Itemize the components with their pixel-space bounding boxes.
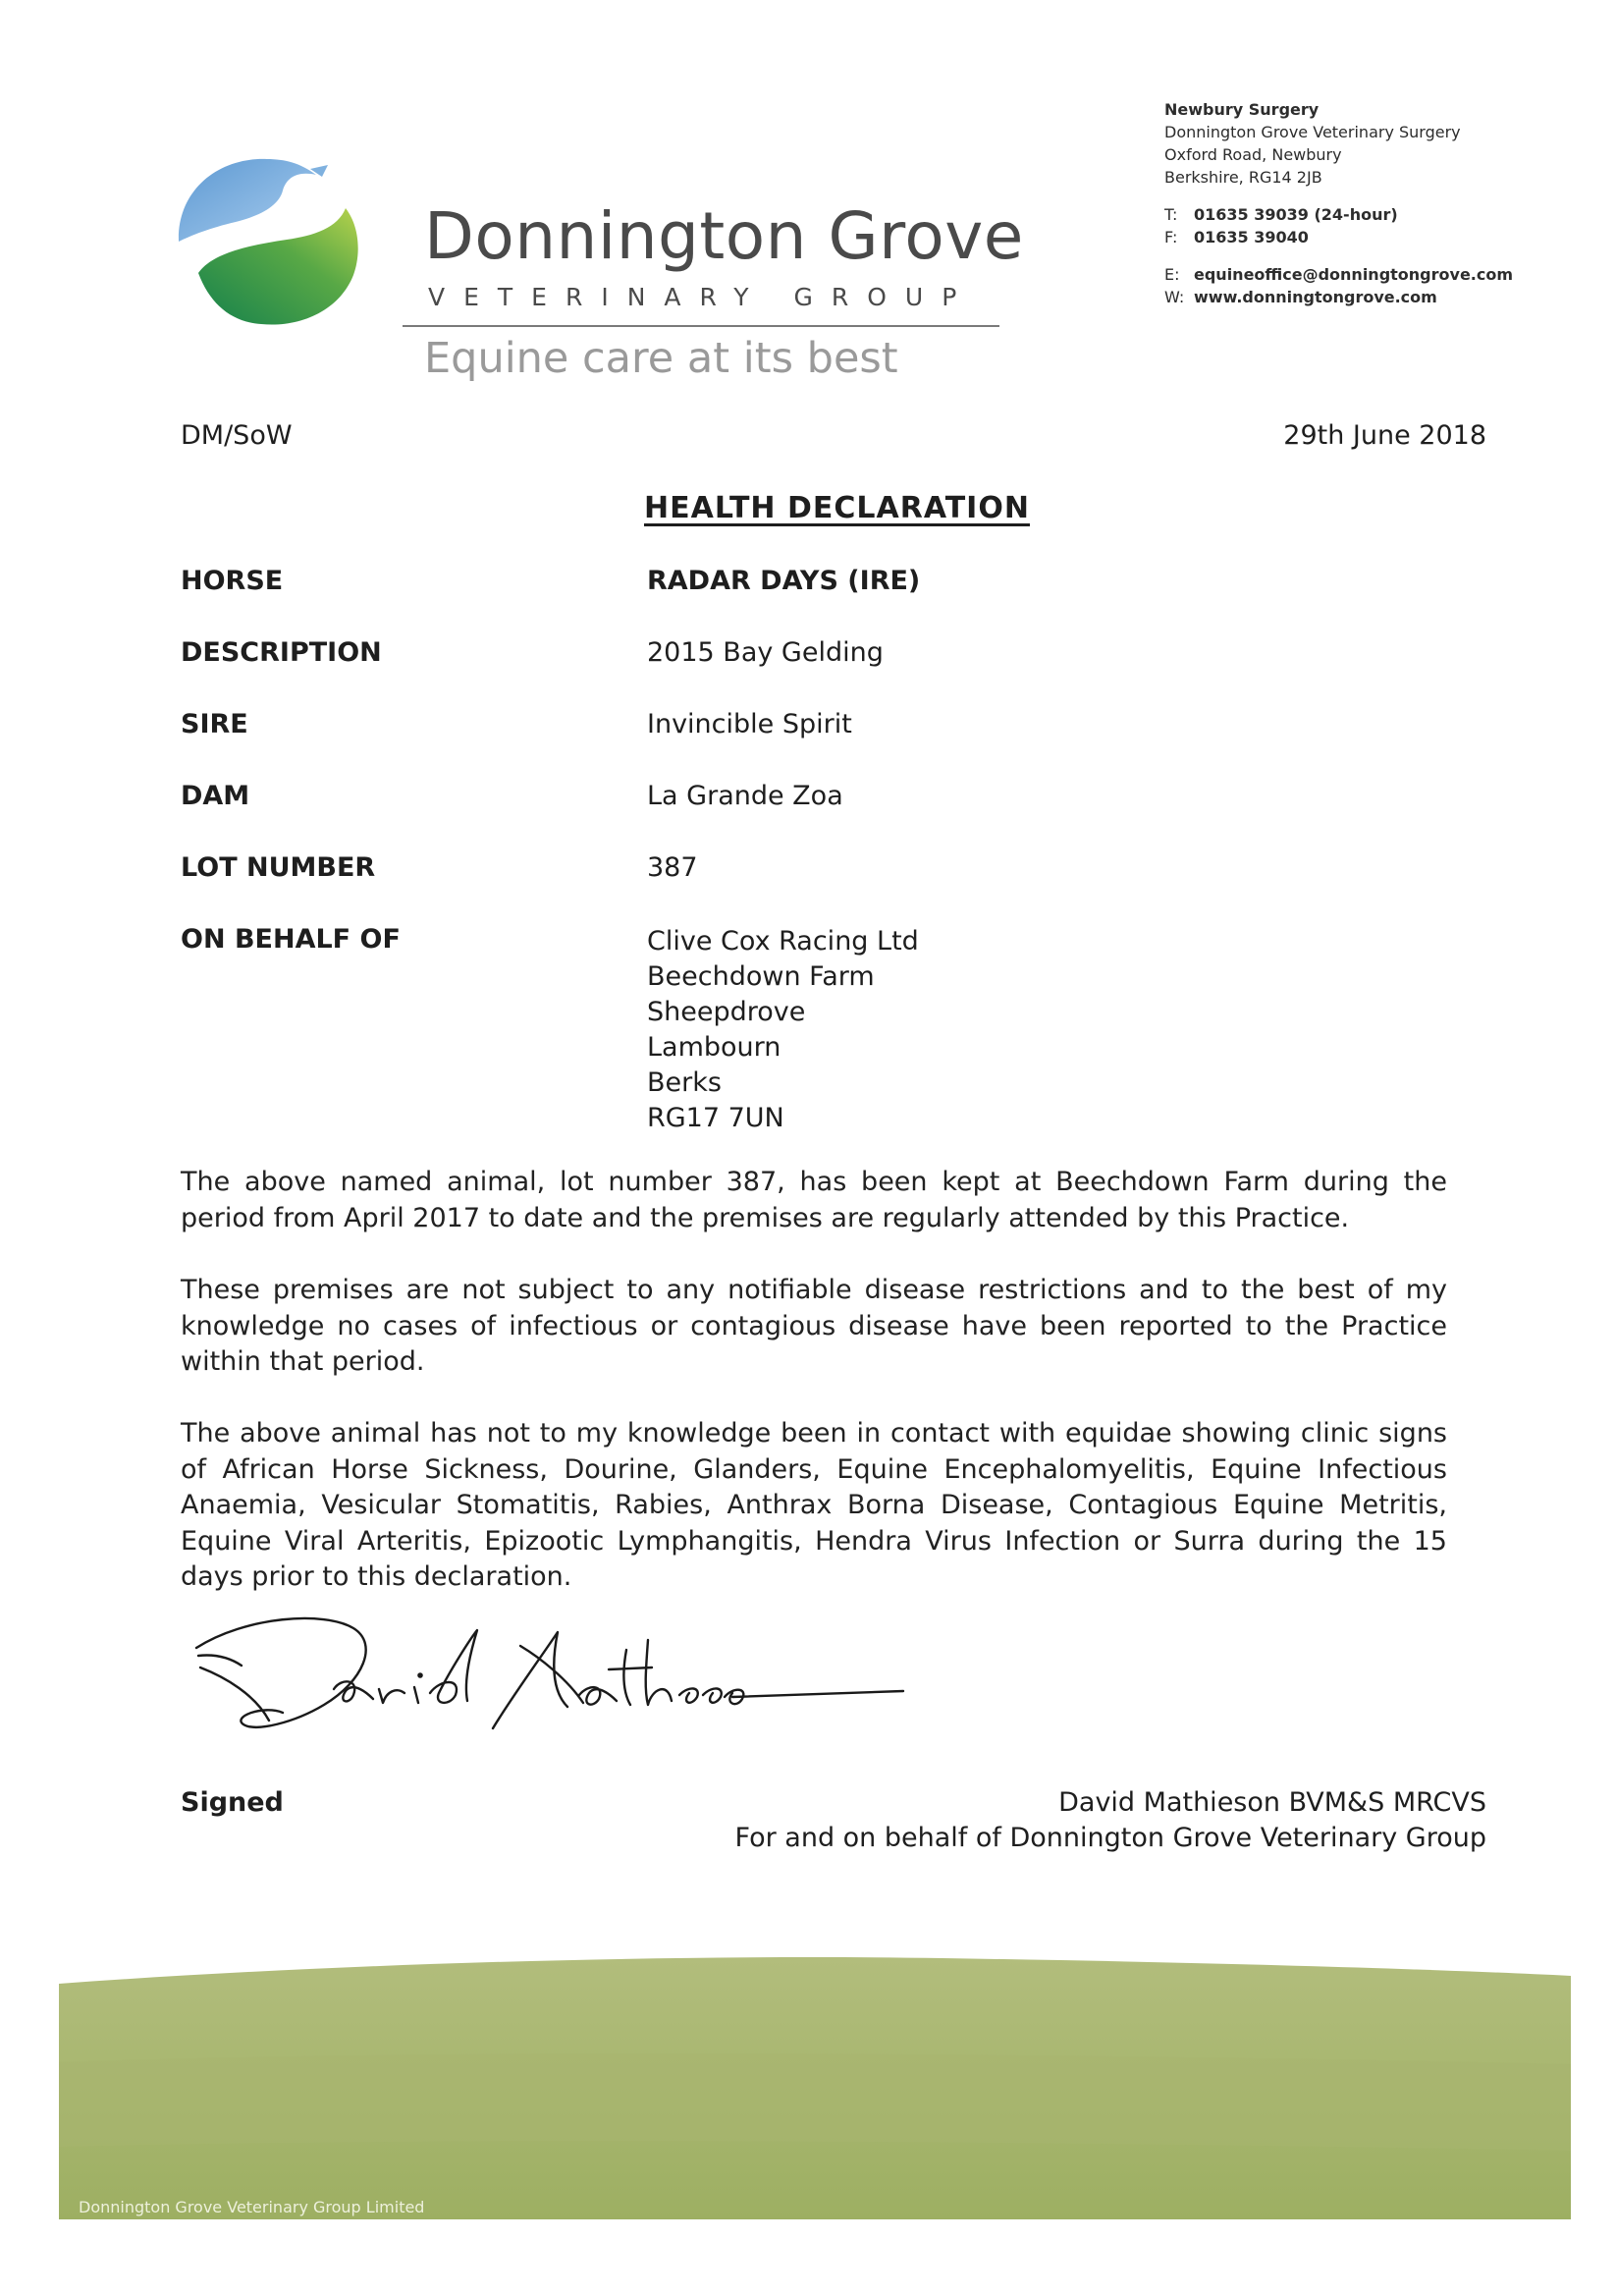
brand-subtitle: VETERINARY GROUP bbox=[428, 283, 976, 311]
email-label: E: bbox=[1164, 265, 1180, 284]
paragraph-restrictions: These premises are not subject to any notifiable disease restrictions and to the best of my knowledge no cases of infectious or contagious disease have been reported to the Practice within that period. bbox=[181, 1275, 1447, 1377]
fax-number: 01635 39040 bbox=[1194, 228, 1309, 246]
email-link[interactable]: equineoffice@donningtongrove.com bbox=[1194, 265, 1514, 284]
detail-row-behalf bbox=[181, 924, 1486, 1133]
lot-value: 387 bbox=[647, 852, 698, 883]
horse-value: RADAR DAYS (IRE) bbox=[647, 566, 921, 596]
footer-band bbox=[59, 1954, 1571, 2239]
behalf-label: ON BEHALF OF bbox=[181, 924, 401, 955]
detail-row-lot bbox=[181, 852, 1486, 888]
address-line: Oxford Road, Newbury bbox=[1164, 145, 1342, 164]
phone-number: 01635 39039 (24-hour) bbox=[1194, 205, 1398, 224]
logo-icon bbox=[177, 147, 363, 334]
detail-row-description bbox=[181, 637, 1486, 673]
phone-line bbox=[1164, 203, 1513, 226]
website-link[interactable]: www.donningtongrove.com bbox=[1194, 288, 1437, 306]
brand-tagline: Equine care at its best bbox=[424, 334, 898, 383]
behalf-line: Sheepdrove bbox=[647, 997, 806, 1027]
signer-name: David Mathieson BVM&S MRCVS bbox=[1058, 1787, 1486, 1818]
sire-label: SIRE bbox=[181, 709, 248, 739]
address-line: Donnington Grove Veterinary Surgery bbox=[1164, 123, 1461, 141]
paragraph-premises: The above named animal, lot number 387, has been kept at Beechdown Farm during the period from April 2017 to date and the premises are regularly attended by this Practice. bbox=[181, 1167, 1447, 1233]
horse-label: HORSE bbox=[181, 566, 284, 596]
behalf-line: Beechdown Farm bbox=[647, 961, 875, 992]
brand-name: Donnington Grove bbox=[424, 198, 1024, 274]
detail-row-dam bbox=[181, 781, 1486, 816]
signer-on-behalf: For and on behalf of Donnington Grove Veterinary Group bbox=[734, 1823, 1486, 1853]
behalf-line: RG17 7UN bbox=[647, 1103, 784, 1133]
behalf-line: Lambourn bbox=[647, 1032, 781, 1063]
detail-row-horse bbox=[181, 566, 1486, 601]
document-title: HEALTH DECLARATION bbox=[644, 491, 1030, 525]
footer-company: Donnington Grove Veterinary Group Limited bbox=[79, 2198, 425, 2216]
website-line bbox=[1164, 286, 1513, 308]
description-label: DESCRIPTION bbox=[181, 637, 382, 668]
surgery-name: Newbury Surgery bbox=[1164, 100, 1320, 119]
lot-label: LOT NUMBER bbox=[181, 852, 376, 883]
behalf-address bbox=[647, 924, 919, 1136]
dam-value: La Grande Zoa bbox=[647, 781, 843, 811]
detail-row-sire bbox=[181, 709, 1486, 744]
address-line: Berkshire, RG14 2JB bbox=[1164, 168, 1322, 187]
sire-value: Invincible Spirit bbox=[647, 709, 852, 739]
phone-label: T: bbox=[1164, 205, 1178, 224]
signer-block bbox=[735, 1785, 1486, 1856]
email-line bbox=[1164, 263, 1513, 286]
reference: DM/SoW bbox=[181, 420, 293, 451]
contact-block bbox=[1164, 98, 1513, 308]
fax-line bbox=[1164, 226, 1513, 248]
fax-label: F: bbox=[1164, 228, 1178, 246]
handwritten-signature bbox=[187, 1611, 913, 1738]
description-value: 2015 Bay Gelding bbox=[647, 637, 884, 668]
letter-date: 29th June 2018 bbox=[1283, 420, 1486, 451]
website-label: W: bbox=[1164, 288, 1185, 306]
dam-label: DAM bbox=[181, 781, 250, 811]
behalf-line: Clive Cox Racing Ltd bbox=[647, 926, 919, 957]
behalf-line: Berks bbox=[647, 1067, 722, 1098]
brand-divider bbox=[403, 325, 999, 327]
signed-label: Signed bbox=[181, 1787, 284, 1818]
paragraph-contact: The above animal has not to my knowledge been in contact with equidae showing clinic signs of African Horse Sickness, Dourine, Glanders, Equine Encephalomyelitis, Equine Infectious Anaemia, Vesicular Stomatitis, Rabies, Anthrax Borna Disease, Contagious Equine Metritis, Equine Viral Arteritis, Epizootic Lymphangitis, Hendra Virus Infection or Surra during the 15 days prior to this declaration. bbox=[181, 1418, 1447, 1592]
